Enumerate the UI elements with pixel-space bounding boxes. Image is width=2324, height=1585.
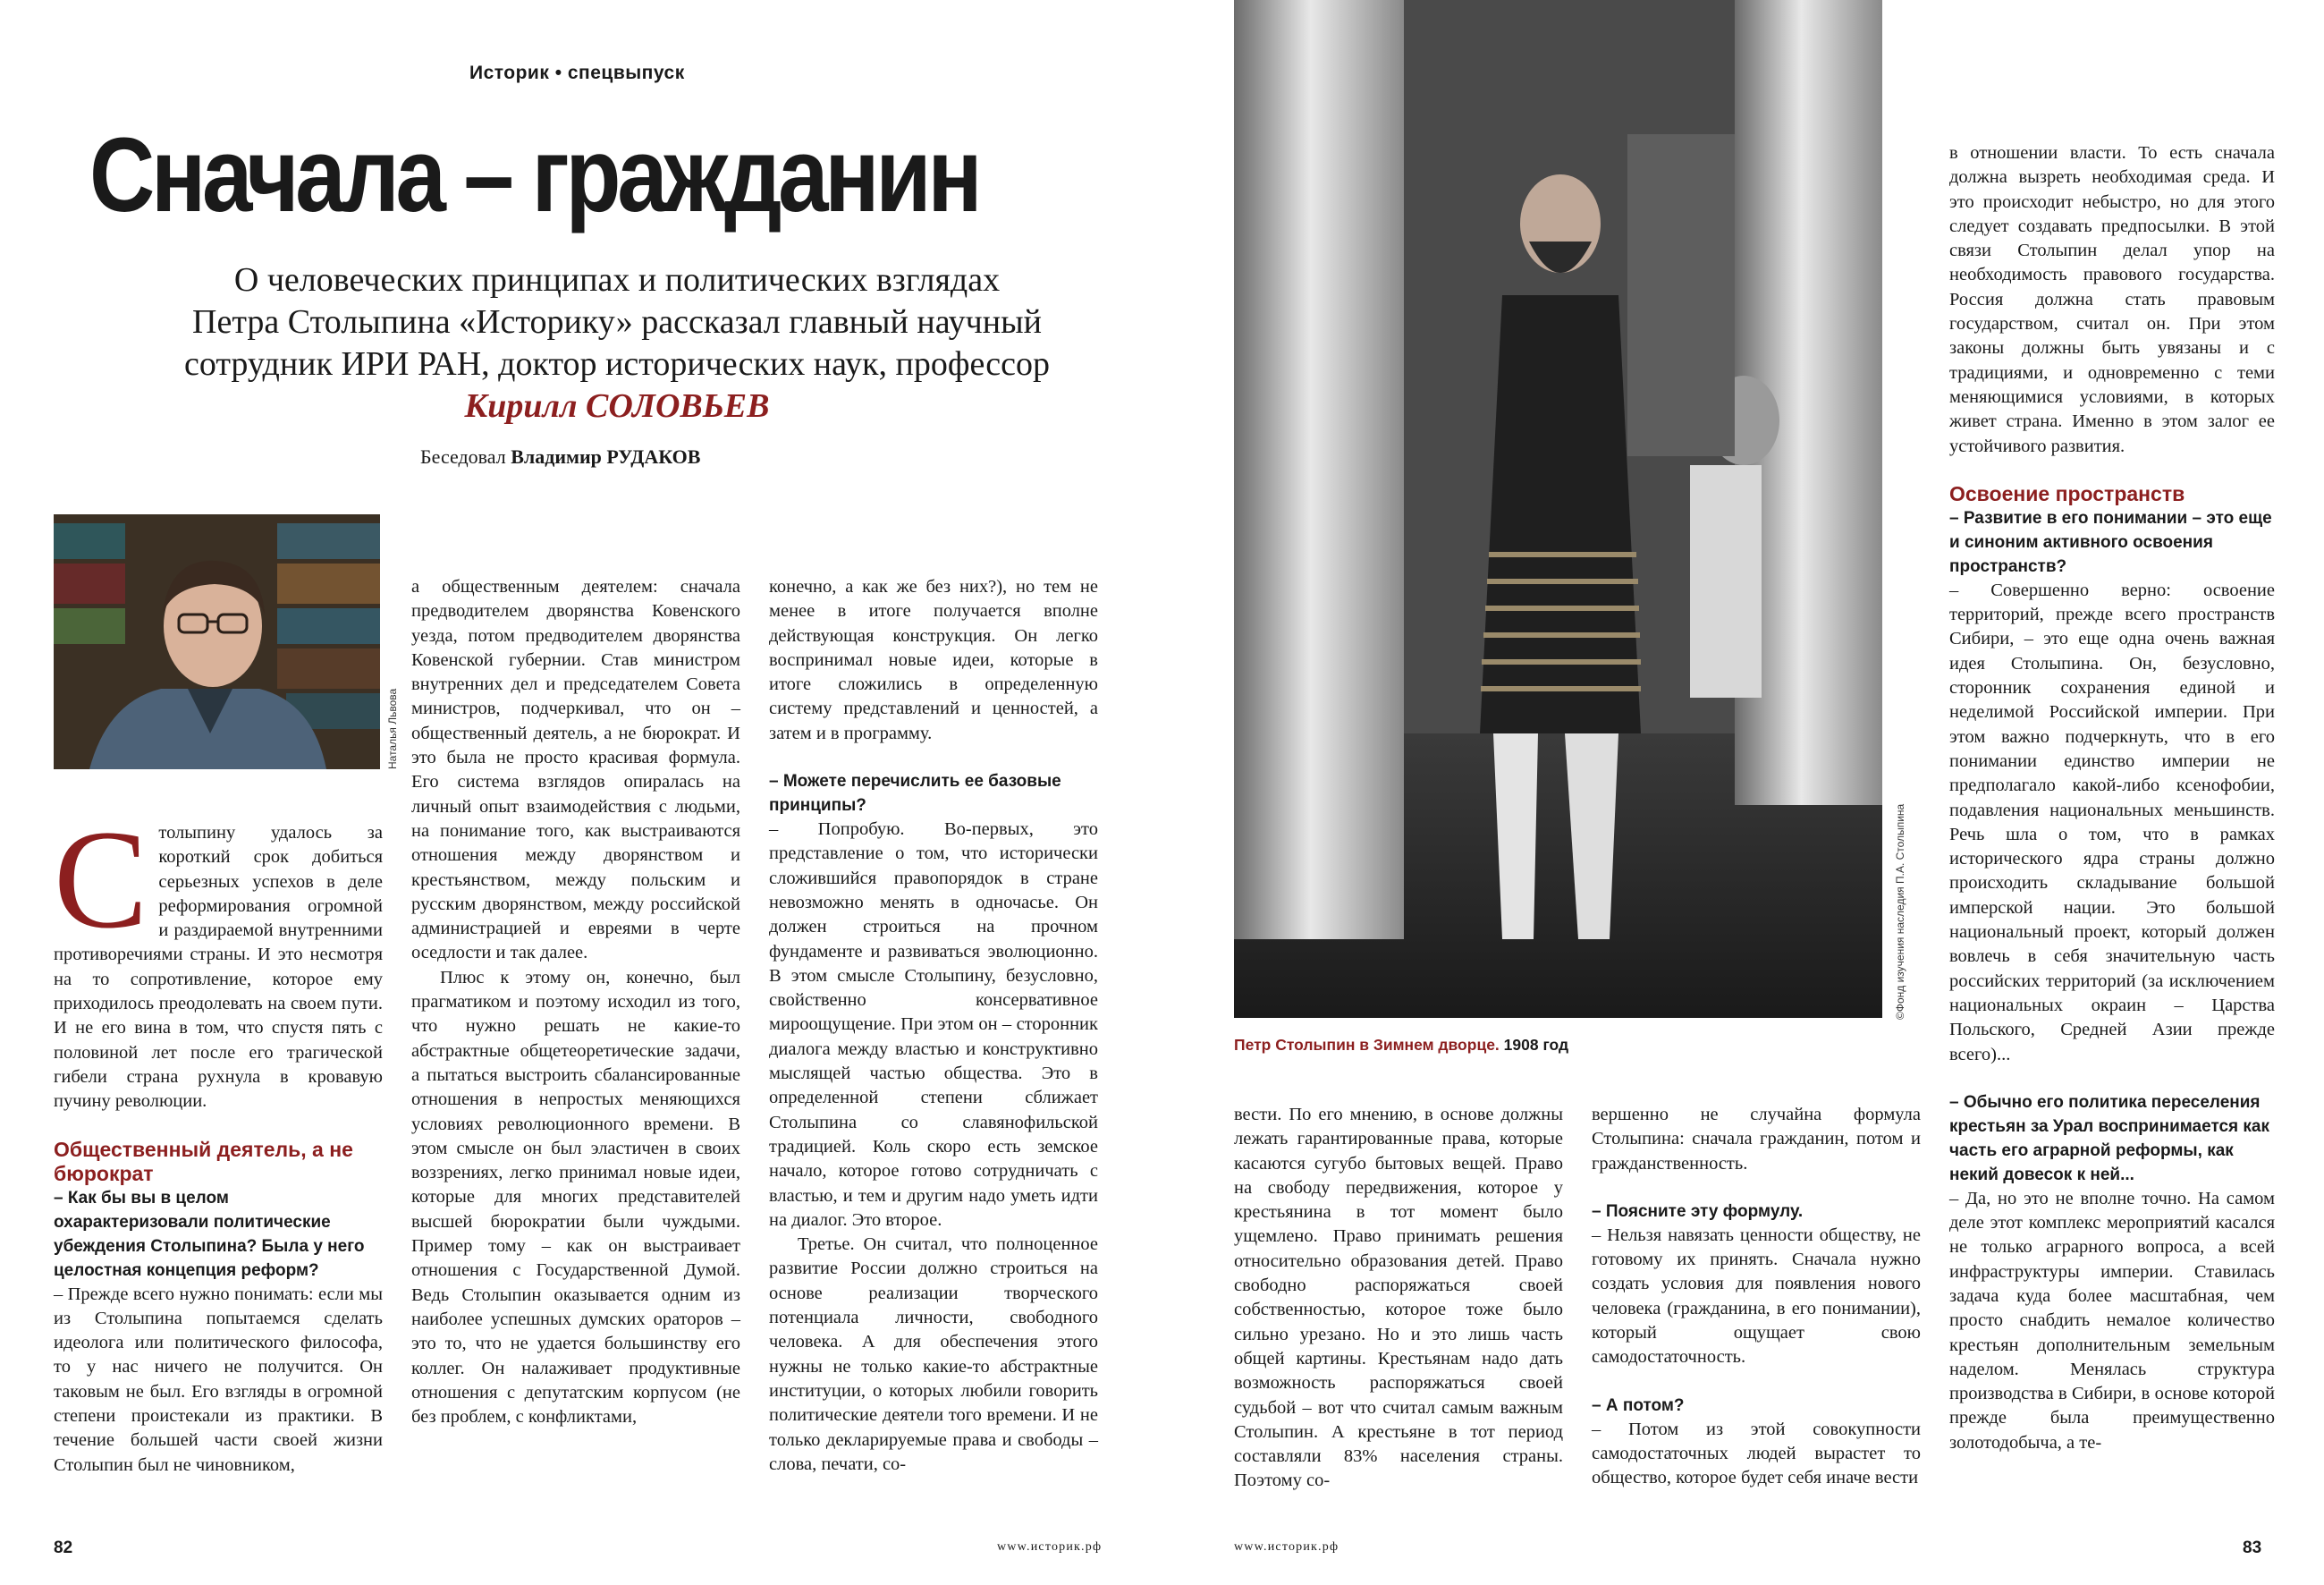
stolypin-photo	[1234, 0, 1882, 1018]
author-portrait	[54, 514, 380, 769]
column-2	[411, 575, 740, 1429]
col4-paragraph-1: вести. По его мнению, в основе должны лежать гарантированные права, которые касаются сугубо бытовых вещей. Право на свободу передвижения, которое у крестьянина в тот момент было ущемлено. Право принимать решения относительно образования детей. Право свободно распоряжаться своей собственностью, которое тоже было сильно урезано. Но и это лишь часть общей картины. Крестьянам надо дать возможность распоряжаться своей судьбой – вот что считал самым важным Столыпин. А крестьяне в тот период составляли 83% населения страны. Поэтому со-	[1234, 1105, 1563, 1491]
interviewee-name: Кирилл СОЛОВЬЕВ	[464, 387, 770, 425]
question-1: – Как бы вы в целом охарактеризовали политические убеждения Столыпина? Была у него целостная концепция реформ?	[54, 1188, 365, 1280]
col5-paragraph-3: – Потом из этой совокупности самодостаточных людей вырастет то общество, которое будет себя иначе вести	[1592, 1419, 1921, 1488]
subheading-spaces: Освоение пространств	[1949, 481, 2185, 505]
caption-title: Петр Столыпин в Зимнем дворце.	[1234, 1036, 1500, 1054]
col2-paragraph-2: Плюс к этому он, конечно, был прагматиком и поэтому исходил из того, что нужно решать не какие-то абстрактные общетеоретические задачи, а пытаться выстроить сбалансированные отношения в непростых меняющихся условиях революционного времени. В этом смысле он был эластичен в своих воззрениях, легко принимал новые идеи, которые для многих представителей высшей бюрократии были чуждыми. Пример тому – как он выстраивает отношения с Государственной Думой. Ведь Столыпин оказывается одним из наиболее успешных думских ораторов – это то, что не удается большинству его коллег. Он налаживает продуктивные отношения с депутатским корпусом (не без проблем, с конфликтами,	[411, 967, 740, 1428]
col6-paragraph-2: – Совершенно верно: освоение территорий, прежде всего пространств Сибири, – это еще одна очень важная идея Столыпина. Он, безусловно, сторонник сохранения единой и неделимой Российской империи. При этом важно подчеркнуть, что в его понимании единство империи не предполагало какой-либо ксенофобии, подавления национальных меньшинств. Речь шла о том, что в рамках исторического ядра страны должно происходить складывание большой имперской нации. Это большой национальный проект, который должен вовлечь в себя значительную часть российских территорий (за исключением национальных окраин – Царства Польского, Средней Азии прежде всего)...	[1949, 580, 2275, 1064]
site-url-right[interactable]: www.историк.рф	[1234, 1540, 1339, 1554]
byline-prefix: Беседовал	[420, 445, 506, 468]
question-6: – Обычно его политика переселения крестьян за Урал воспринимается как часть его аграрной реформы, как некий довесок к ней...	[1949, 1092, 2270, 1184]
article-title: Сначала – гражданин	[89, 116, 979, 234]
column-3	[769, 575, 1098, 1477]
site-url-left[interactable]: www.историк.рф	[997, 1540, 1103, 1554]
column-6	[1949, 141, 2275, 1455]
col6-paragraph-1: в отношении власти. То есть сначала должна вызреть необходимая среда. И это происходит небыстро, но для этого следует создавать предпосылки. В этой связи Столыпин делал упор на необходимость правового государства. Россия должна стать правовым государством, считал он. При этом законы должны быть увязаны и с традициями, и одновременно с теми меняющимися условиями, в которых живет страна. Именно в этом залог ее устойчивого развития.	[1949, 143, 2275, 456]
col1-paragraph-2: – Прежде всего нужно понимать: если мы из Столыпина попытаемся сделать идеолога или политического философа, то у нас ничего не получится. Он таковым не был. Его взгляды в огромной степени проистекали из практики. В течение большей части своей жизни Столыпин был не чиновником,	[54, 1284, 383, 1475]
col3-paragraph-3: Третье. Он считал, что полноценное развитие России должно строиться на основе реализации творческого потенциала личности, свободного человека. А для обеспечения этого нужны не только какие-то абстрактные институции, о которых любили говорить политические деятели того времени. И не только декларируемые права и свободы – слова, печати, со-	[769, 1234, 1098, 1474]
col6-paragraph-3: – Да, но это не вполне точно. На самом деле этот комплекс мероприятий касался не только аграрного вопроса, а всей инфраструктуры империи. Ставилась задача куда более масштабная, чем просто снабдить немалое количество крестьян дополнительным земельным наделом. Менялась структура производства в Сибири, в основе которой прежде была преимущественно золотодобыча, а те-	[1949, 1188, 2275, 1453]
column-1	[54, 801, 383, 1478]
question-2: – Можете перечислить ее базовые принципы?	[769, 772, 1061, 816]
lead-line-3: сотрудник ИРИ РАН, доктор исторических наук, профессор	[183, 345, 1051, 383]
page-number-right: 83	[2243, 1538, 2262, 1557]
col5-paragraph-1: вершенно не случайна формула Столыпина: сначала гражданин, потом и гражданственность.	[1592, 1105, 1921, 1174]
article-lead	[80, 259, 1154, 428]
lead-line-2: Петра Столыпина «Историку» рассказал главный научный	[192, 303, 1042, 341]
col3-paragraph-1: конечно, а как же без них?), но тем не менее в итоге получается вполне действующая конструкция. Он легко воспринимал новые идеи, которые в итоге сложились в определенную систему представлений и ценностей, а затем и в программу.	[769, 577, 1098, 743]
byline	[420, 445, 700, 469]
page-number-left: 82	[54, 1538, 73, 1557]
question-5: – Развитие в его понимании – это еще и синоним активного освоения пространств?	[1949, 508, 2272, 576]
column-5	[1592, 1103, 1921, 1491]
question-3: – Поясните эту формулу.	[1592, 1201, 1804, 1221]
col5-paragraph-2: – Нельзя навязать ценности обществу, не готовому их принять. Сначала нужно создать условия для появления нового человека (гражданина, в его понимании), который ощущает свою самодостаточность.	[1592, 1225, 1921, 1368]
portrait-credit: Наталья Львова	[386, 688, 399, 769]
caption-year: 1908 год	[1499, 1036, 1569, 1054]
subheading-public-figure: Общественный деятель, а не бюрократ	[54, 1137, 353, 1185]
question-4: – А потом?	[1592, 1395, 1685, 1415]
photo-credit: ©Фонд изучения наследия П.А. Столыпина	[1894, 803, 1906, 1020]
column-4	[1234, 1103, 1563, 1494]
section-kicker: Историк • спецвыпуск	[469, 63, 685, 83]
col2-paragraph-1: а общественным деятелем: сначала предводителем дворянства Ковенского уезда, потом предводителем дворянства Ковенской губернии. Став министром внутренних дел и председателем Совета министров, подчеркивал, что он – общественный деятель, а не бюрократ. И это была не просто красивая формула. Его система взглядов опиралась на личный опыт взаимодействия с людьми, на понимание того, как выстраиваются отношения между дворянством и крестьянством, между польским и русским дворянством, между российской администрацией и евреями в черте оседлости и так далее.	[411, 577, 740, 963]
lead-line-1: О человеческих принципах и политических взглядах	[233, 261, 1001, 299]
col3-paragraph-2: – Попробую. Во-первых, это представление о том, что исторически сложившийся правопорядок в стране невозможно менять в одночасье. Он должен строиться на прочном фундаменте и развиваться эволюционно. В этом смысле Столыпину, безусловно, свойственно консервативное мироощущение. При этом он – сторонник диалога между властью и конструктивно мыслящей частью общества. Это в определенной степени сближает Столыпина со славянофильской традицией. Коль скоро есть земское начало, которое готово сотрудничать с властью, и тем и другим надо уметь идти на диалог. Это второе.	[769, 819, 1098, 1230]
drop-cap: С	[54, 801, 148, 958]
col1-paragraph-1: толыпину удалось за короткий срок добиться серьезных успехов в деле реформирования огромной и раздираемой внутренними противоречиями страны. И это несмотря на то сопротивление, которое ему приходилось преодолевать на своем пути. И не его вина в том, что спустя пять с половиной лет после его трагической гибели страна рухнула в кровавую пучину революции.	[54, 823, 383, 1112]
photo-caption	[1234, 1036, 1568, 1055]
byline-author: Владимир РУДАКОВ	[511, 445, 701, 468]
